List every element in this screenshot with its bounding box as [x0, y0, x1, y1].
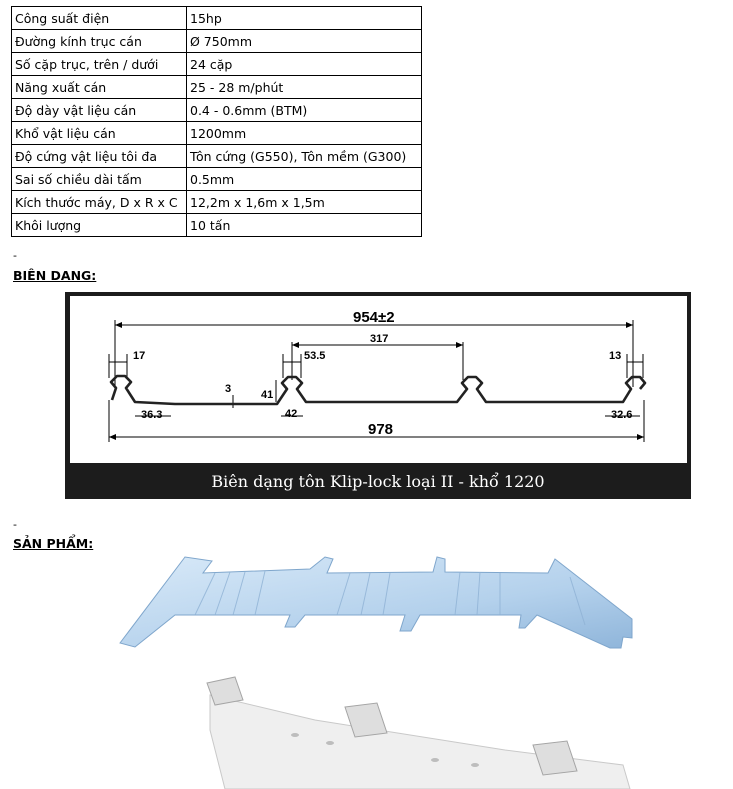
dim-label-17: 17: [133, 350, 146, 362]
spec-label: Công suất điện: [12, 7, 187, 30]
spec-row: [12, 145, 422, 168]
spec-value: 10 tấn: [187, 214, 422, 237]
product-heading: SẢN PHẨM:: [13, 536, 94, 551]
spec-row: [12, 168, 422, 191]
product-illustration: [115, 555, 640, 789]
spec-row: [12, 122, 422, 145]
spec-label: Khôi lượng: [12, 214, 187, 237]
spec-label: Khổ vật liệu cán: [12, 122, 187, 145]
profile-caption: Biên dạng tôn Klip-lock loại II - khổ 1220: [211, 472, 545, 491]
dim-label-41: 41: [261, 389, 274, 401]
spec-row: [12, 191, 422, 214]
spec-label: Số cặp trục, trên / dưới: [12, 53, 187, 76]
spec-table: [11, 6, 422, 237]
spec-label: Sai số chiều dài tấm: [12, 168, 187, 191]
spec-row: [12, 99, 422, 122]
spec-label: Năng xuất cán: [12, 76, 187, 99]
spec-row: [12, 214, 422, 237]
dim-label-36-3: 36.3: [141, 409, 163, 421]
spec-row: [12, 76, 422, 99]
spec-value: 15hp: [187, 7, 422, 30]
dim-label-978: 978: [368, 421, 394, 438]
dim-label-32-6: 32.6: [611, 409, 633, 421]
dim-label-954: 954±2: [353, 309, 395, 326]
sheet-profile-line: [111, 376, 645, 404]
spec-value: Tôn cứng (G550), Tôn mềm (G300): [187, 145, 422, 168]
spec-value: 0.5mm: [187, 168, 422, 191]
dim-label-317: 317: [370, 333, 389, 345]
spec-value: 12,2m x 1,6m x 1,5m: [187, 191, 422, 214]
dim-label-13: 13: [609, 350, 622, 362]
spec-label: Độ cứng vật liệu tôi đa: [12, 145, 187, 168]
dim-label-42: 42: [285, 408, 298, 420]
roofing-sheet: [120, 557, 632, 648]
spec-row: [12, 7, 422, 30]
spec-value: 1200mm: [187, 122, 422, 145]
spec-value: 24 cặp: [187, 53, 422, 76]
spec-value: Ø 750mm: [187, 30, 422, 53]
spec-label: Độ dày vật liệu cán: [12, 99, 187, 122]
profile-drawing: [65, 292, 691, 499]
product-image: [115, 555, 640, 789]
separator-dash: -: [13, 249, 17, 262]
spec-value: 0.4 - 0.6mm (BTM): [187, 99, 422, 122]
dim-label-53-5: 53.5: [304, 350, 326, 362]
spec-row: [12, 53, 422, 76]
spec-label: Đường kính trục cán: [12, 30, 187, 53]
profile-heading: BIÊN DANG:: [13, 268, 97, 283]
spec-value: 25 - 28 m/phút: [187, 76, 422, 99]
dim-label-3: 3: [225, 383, 232, 395]
separator-dash: -: [13, 518, 17, 531]
spec-row: [12, 30, 422, 53]
spec-label: Kích thước máy, D x R x C: [12, 191, 187, 214]
